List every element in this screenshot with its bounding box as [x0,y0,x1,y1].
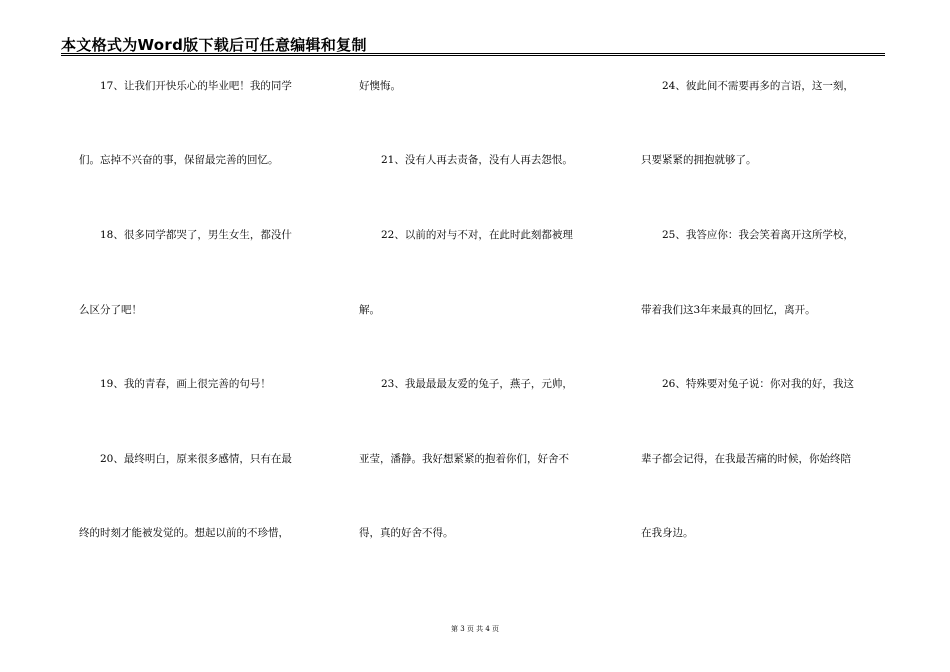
text-line: 17、让我们开快乐心的毕业吧！我的同学 [100,80,292,92]
text-line: 26、特殊要对兔子说：你对我的好，我这 [662,378,854,390]
text-line: 18、很多同学都哭了，男生女生，都没什 [100,229,292,241]
text-line: 好懊悔。 [359,80,401,92]
text-line: 23、我最最最友爱的兔子，燕子，元帅， [381,378,573,390]
text-line: 20、最终明白，原来很多感情，只有在最 [100,453,292,465]
text-line: 解。 [359,304,380,316]
text-line: 么区分了吧！ [79,304,142,316]
text-line: 24、彼此间不需要再多的言语，这一刻， [662,80,854,92]
text-line: 25、我答应你：我会笑着离开这所学校， [662,229,854,241]
text-line: 21、没有人再去责备，没有人再去怨恨。 [381,154,573,166]
text-line: 终的时刻才能被发觉的。想起以前的不珍惜， [79,527,289,539]
text-line: 辈子都会记得，在我最苦痛的时候，你始终陪 [641,453,851,465]
header-divider [61,53,885,54]
text-line: 19、我的青春，画上很完善的句号！ [100,378,271,390]
text-line: 22、以前的对与不对，在此时此刻都被理 [381,229,573,241]
document-header-title: 本文格式为Word版下载后可任意编辑和复制 [61,36,367,54]
text-line: 带着我们这3年来最真的回忆，离开。 [641,304,816,316]
text-line: 亚莹，潘静。我好想紧紧的抱着你们，好舍不 [359,453,569,465]
text-line: 只要紧紧的拥抱就够了。 [641,154,757,166]
text-line: 们。忘掉不兴奋的事，保留最完善的回忆。 [79,154,279,166]
header-divider-secondary [61,55,885,56]
text-line: 在我身边。 [641,527,694,539]
text-line: 得，真的好舍不得。 [359,527,454,539]
page-number: 第 3 页 共 4 页 [450,625,500,633]
